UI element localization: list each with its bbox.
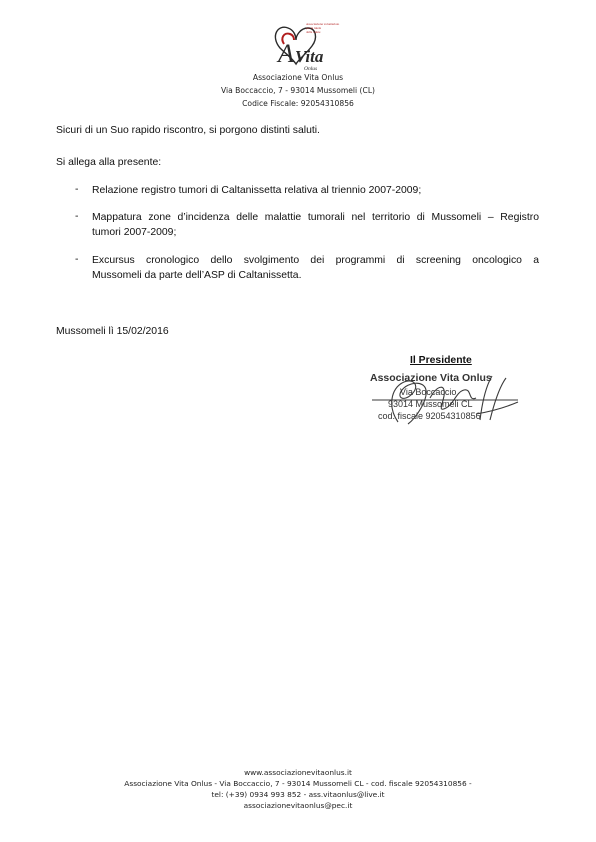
footer-contacts: tel: (+39) 0934 993 852 - ass.vitaonlus@live.it <box>211 790 385 799</box>
logo-subtext: Onlus <box>304 66 318 72</box>
logo-tagline-1: Associazione volontariato <box>306 22 340 26</box>
attachment-item-3-line-1: Excursus cronologico dello svolgimento dei programmi di screening oncologico a <box>92 255 539 266</box>
stamp-line-4: cod. fiscale 92054310856 <box>378 411 481 421</box>
logo-tagline-2: per la tutela <box>306 26 322 30</box>
association-logo <box>262 18 340 72</box>
list-bullet-dash: - <box>75 254 79 265</box>
attachment-item-2-line-1: Mappatura zone d’incidenza delle malattie tumorali nel territorio di Mussomeli – Registro <box>92 212 539 223</box>
header-address: Via Boccaccio, 7 - 93014 Mussomeli (CL) <box>220 86 376 95</box>
closing-sentence: Sicuri di un Suo rapido riscontro, si porgono distinti saluti. <box>56 125 320 136</box>
header-association-name: Associazione Vita Onlus <box>252 73 344 82</box>
footer-pec-email[interactable]: associazionevitaonlus@pec.it <box>243 801 353 810</box>
logo-tagline-3: della salute <box>306 30 321 34</box>
attachment-item-3 <box>92 253 539 283</box>
signatory-title: Il Presidente <box>410 355 472 366</box>
place-and-date: Mussomeli lì 15/02/2016 <box>56 326 169 337</box>
stamp-line-2: Via Boccaccio <box>400 387 457 397</box>
handwritten-signature <box>368 368 528 432</box>
list-bullet-dash: - <box>75 211 79 222</box>
attachments-intro: Si allega alla presente: <box>56 157 162 168</box>
attachment-item-1-line-1: Relazione registro tumori di Caltanissetta relativa al triennio 2007-2009; <box>92 185 422 196</box>
logo-wordmark: Vita <box>295 47 324 66</box>
attachment-item-2 <box>92 210 539 240</box>
list-bullet-dash: - <box>75 184 79 195</box>
attachment-item-3-line-2: Mussomeli da parte dell’ASP di Caltanissetta. <box>92 270 302 281</box>
footer-website[interactable]: www.associazionevitaonlus.it <box>244 768 352 777</box>
footer-address: Associazione Vita Onlus - Via Boccaccio, 7 - 93014 Mussomeli CL - cod. fiscale 92054310856 - <box>124 779 472 788</box>
stamp-line-3: 93014 Mussomeli CL <box>388 399 473 409</box>
stamp-line-1: Associazione Vita Onlus <box>370 372 492 384</box>
attachment-item-2-line-2: tumori 2007-2009; <box>92 227 177 238</box>
header-tax-code: Codice Fiscale: 92054310856 <box>242 99 354 108</box>
logo-initial: A <box>278 39 294 68</box>
attachment-item-1 <box>92 183 539 198</box>
